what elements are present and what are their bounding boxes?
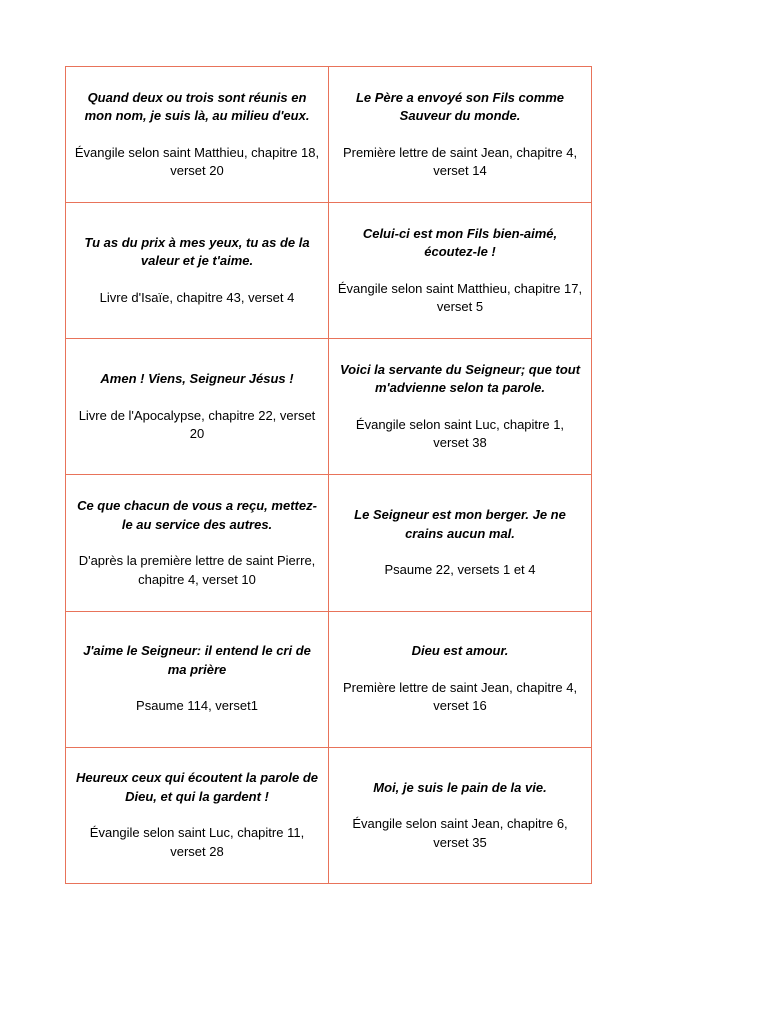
verse-reference: Évangile selon saint Matthieu, chapitre 18, verset 20 <box>74 144 320 179</box>
verse-card <box>329 67 592 203</box>
card-row <box>66 339 592 475</box>
card-row <box>66 747 592 883</box>
verse-reference: Évangile selon saint Matthieu, chapitre 17, verset 5 <box>337 280 583 315</box>
verse-quote: Le Père a envoyé son Fils comme Sauveur du monde. <box>355 89 565 124</box>
card-row <box>66 475 592 611</box>
verse-quote: Ce que chacun de vous a reçu, mettez-le au service des autres. <box>77 498 317 532</box>
verse-card <box>66 747 329 883</box>
verse-reference: Psaume 22, versets 1 et 4 <box>384 562 536 578</box>
verse-reference: Évangile selon saint Luc, chapitre 11, verset 28 <box>89 825 305 859</box>
verse-reference: Évangile selon saint Luc, chapitre 1, verset 38 <box>355 416 565 451</box>
verse-card <box>66 67 329 203</box>
verse-card <box>329 747 592 883</box>
verse-card <box>329 203 592 339</box>
verse-card <box>329 339 592 475</box>
verse-card-grid <box>65 66 592 884</box>
verse-reference: Première lettre de saint Jean, chapitre 4, verset 16 <box>342 679 578 714</box>
verse-card <box>329 475 592 611</box>
verse-reference: Évangile selon saint Jean, chapitre 6, verset 35 <box>352 816 568 850</box>
verse-card <box>329 611 592 747</box>
verse-reference: D'après la première lettre de saint Pierre, chapitre 4, verset 10 <box>78 553 316 587</box>
verse-card <box>66 203 329 339</box>
verse-quote: Amen ! Viens, Seigneur Jésus ! <box>100 371 294 387</box>
verse-reference: Psaume 114, verset1 <box>136 698 258 714</box>
verse-quote: J'aime le Seigneur: il entend le cri de ma prière <box>83 643 311 677</box>
verse-quote: Quand deux ou trois sont réunis en mon nom, je suis là, au milieu d'eux. <box>84 89 310 124</box>
card-row <box>66 67 592 203</box>
verse-quote: Celui-ci est mon Fils bien-aimé, écoutez-le ! <box>362 225 558 260</box>
verse-card <box>66 475 329 611</box>
verse-quote: Voici la servante du Seigneur; que tout m'advienne selon ta parole. <box>339 361 581 396</box>
verse-quote: Le Seigneur est mon berger. Je ne crains aucun mal. <box>354 507 566 541</box>
verse-card <box>66 611 329 747</box>
verse-card <box>66 339 329 475</box>
verse-reference: Livre d'Isaïe, chapitre 43, verset 4 <box>99 289 295 305</box>
card-row <box>66 203 592 339</box>
verse-reference: Livre de l'Apocalypse, chapitre 22, verset 20 <box>78 407 316 442</box>
verse-quote: Dieu est amour. <box>411 643 509 659</box>
verse-quote: Tu as du prix à mes yeux, tu as de la valeur et je t'aime. <box>84 234 310 269</box>
verse-quote: Moi, je suis le pain de la vie. <box>373 779 547 795</box>
card-row <box>66 611 592 747</box>
verse-quote: Heureux ceux qui écoutent la parole de Dieu, et qui la gardent ! <box>75 770 318 804</box>
verse-reference: Première lettre de saint Jean, chapitre 4, verset 14 <box>342 144 578 179</box>
